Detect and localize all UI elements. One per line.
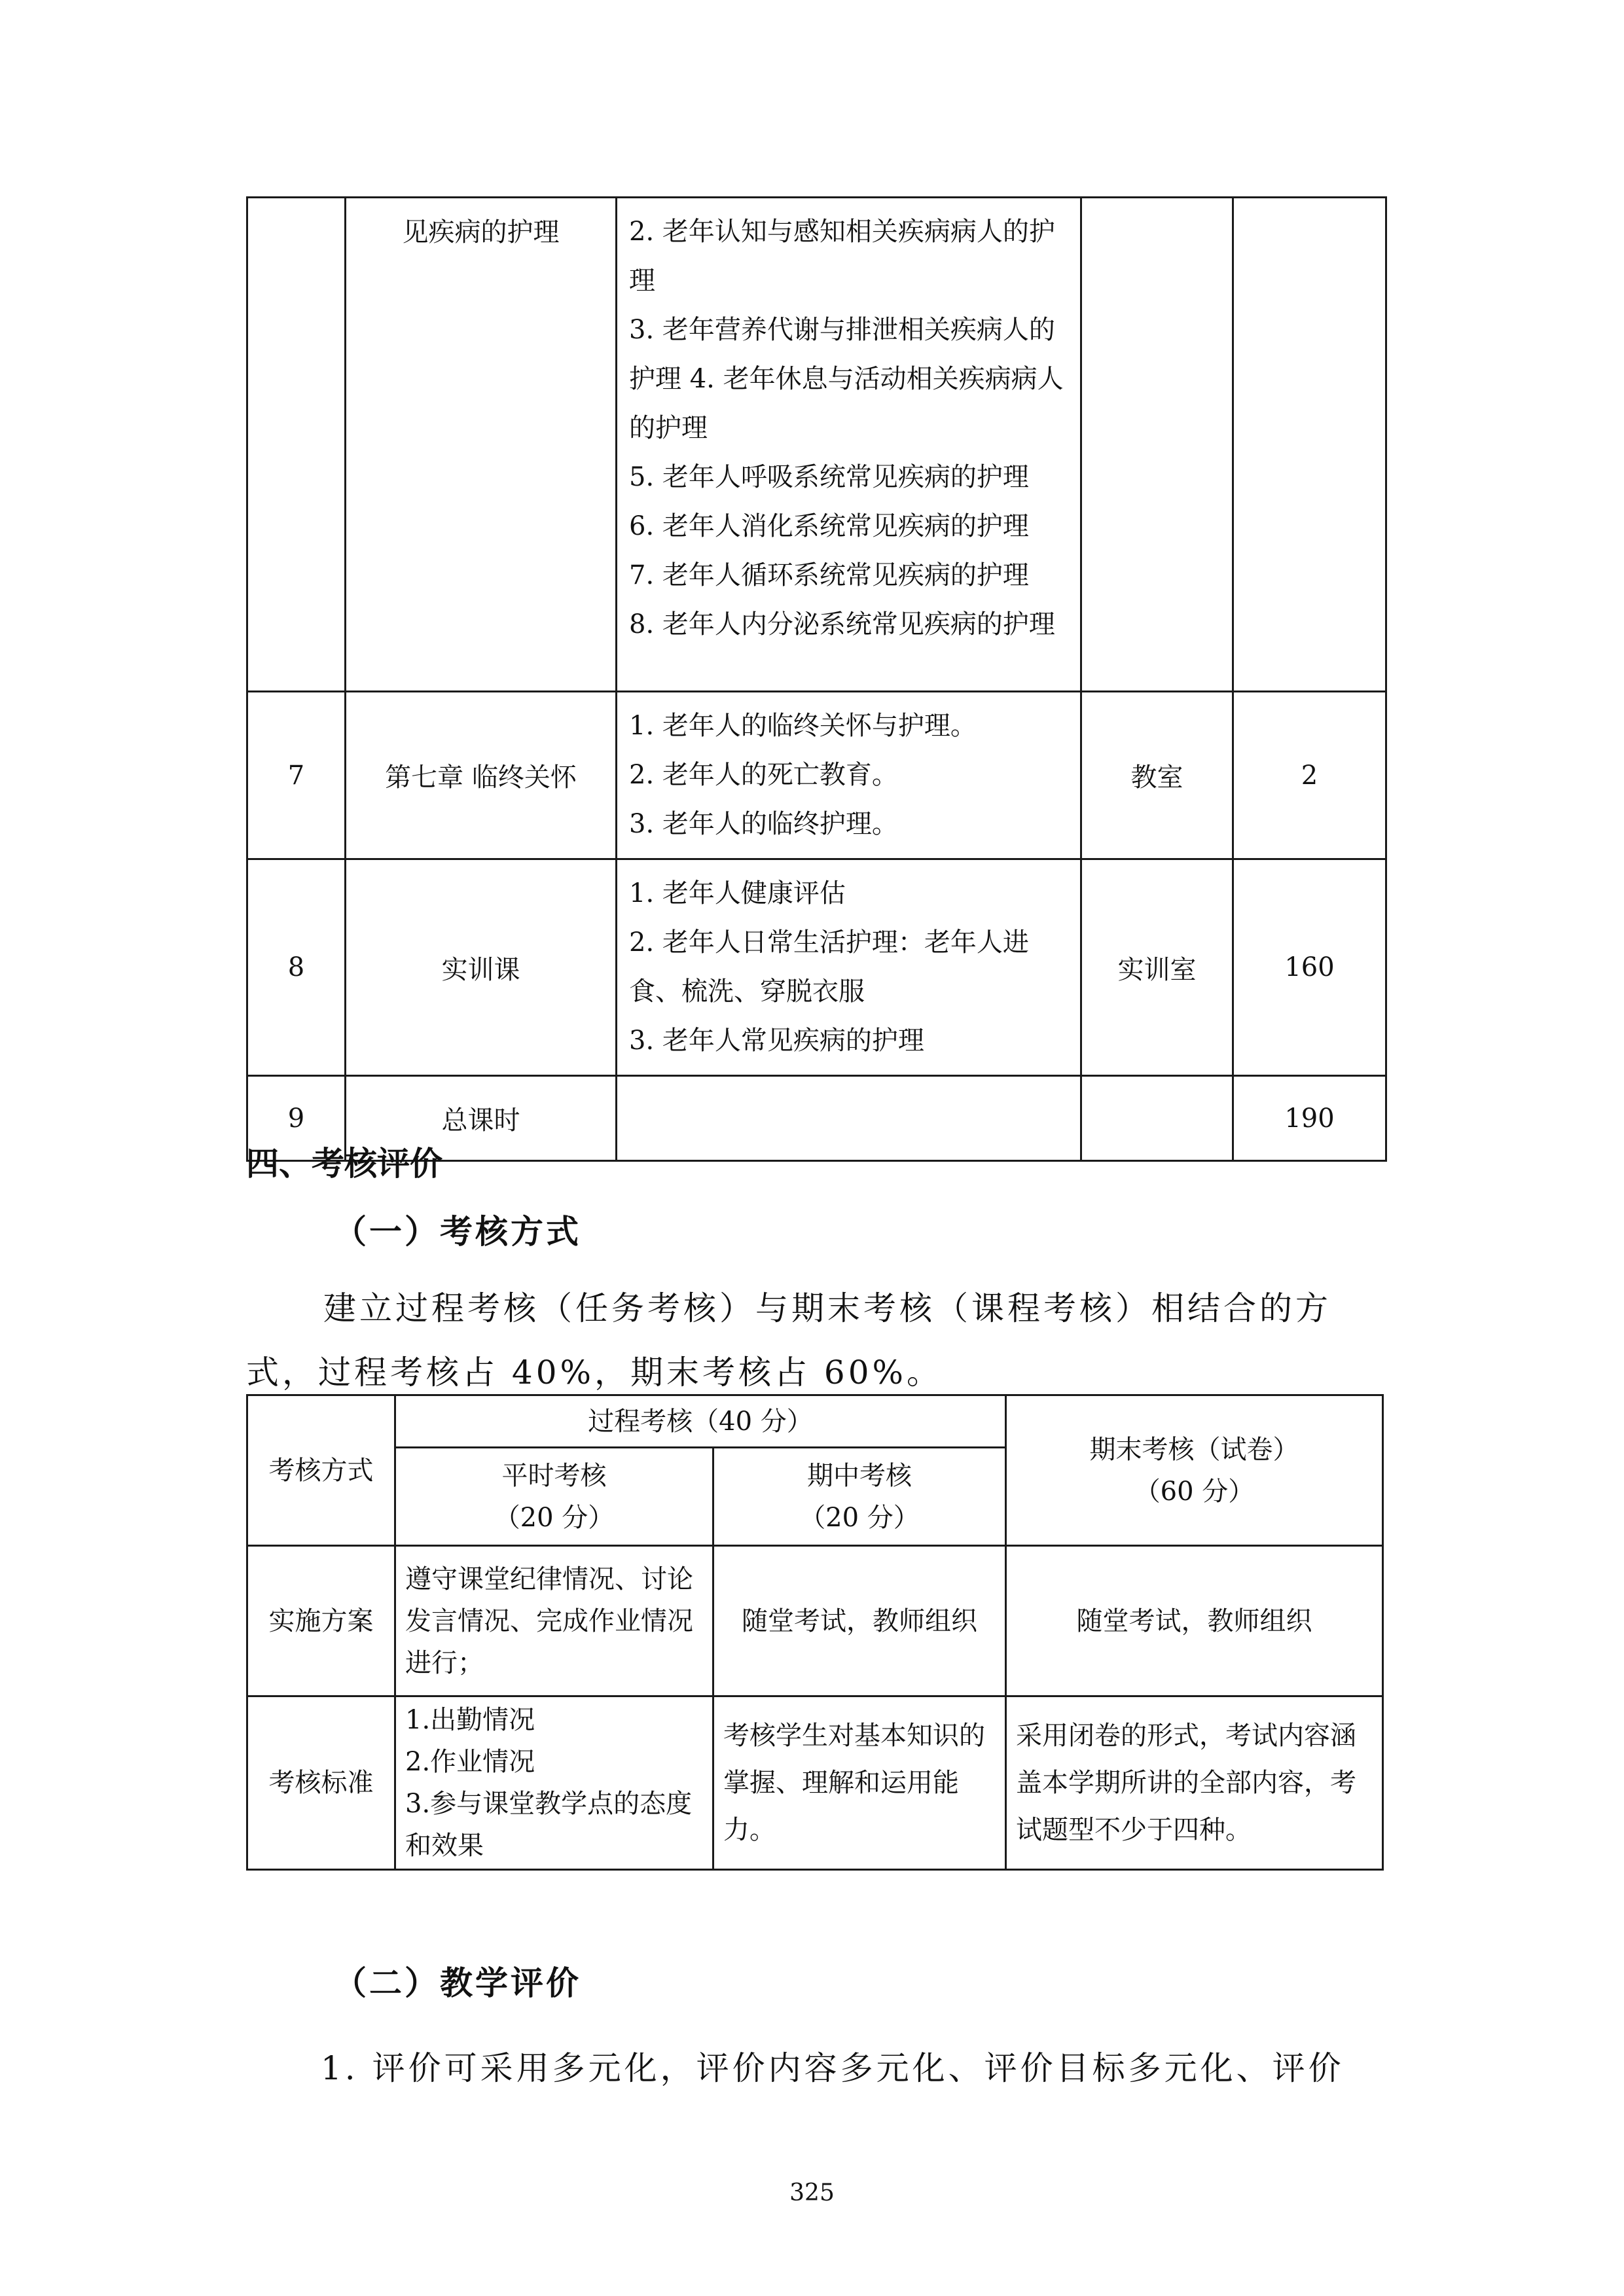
- chapter-name: 见疾病的护理: [346, 198, 617, 692]
- criteria-line: 2.作业情况: [405, 1747, 535, 1777]
- criteria-line: 3.参与课堂教学点的态度和效果: [405, 1789, 693, 1861]
- page-number: 325: [789, 2179, 835, 2206]
- content-line: 2. 老年认知与感知相关疾病病人的护理: [629, 217, 1055, 296]
- header-mid: [713, 1448, 1006, 1546]
- place-cell: 实训室: [1081, 859, 1233, 1076]
- daily-cell: 遵守课堂纪律情况、讨论发言情况、完成作业情况进行；: [395, 1546, 713, 1696]
- hours-cell: [1233, 198, 1386, 692]
- final-cell: 随堂考试，教师组织: [1006, 1546, 1383, 1696]
- row-number: 7: [247, 692, 346, 859]
- content-line: 3. 老年人的临终护理。: [629, 809, 898, 839]
- hours-cell: 2: [1233, 692, 1386, 859]
- content-line: 1. 老年人的临终关怀与护理。: [629, 711, 977, 741]
- schedule-table: [246, 196, 1387, 1162]
- table-row: [247, 1395, 1383, 1448]
- table-row: [247, 1696, 1383, 1870]
- section-heading: 四、考核评价: [246, 1145, 442, 1183]
- header-mid-title: 期中考核: [807, 1460, 912, 1491]
- hours-cell: 190: [1233, 1076, 1386, 1161]
- daily-cell: [395, 1696, 713, 1870]
- body-paragraph: 1. 评价可采用多元化，评价内容多元化、评价目标多元化、评价: [321, 2049, 1344, 2087]
- content-line: 8. 老年人内分泌系统常见疾病的护理: [629, 609, 1055, 639]
- header-daily-score: （20 分）: [494, 1502, 615, 1533]
- mid-cell: 随堂考试，教师组织: [713, 1546, 1006, 1696]
- header-final-score: （60 分）: [1134, 1476, 1255, 1507]
- content-line: 3. 老年营养代谢与排泄相关疾病人的护理 4. 老年休息与活动相关疾病病人的护理: [629, 315, 1064, 443]
- row-label: 实施方案: [247, 1546, 395, 1696]
- chapter-name: 总课时: [346, 1076, 617, 1161]
- body-paragraph: 建立过程考核（任务考核）与期末考核（课程考核）相结合的方式，过程考核占 40%，期末考核占 60%。: [246, 1289, 1331, 1391]
- chapter-name: 第七章 临终关怀: [346, 692, 617, 859]
- table-row: [247, 1546, 1383, 1696]
- content-line: 3. 老年人常见疾病的护理: [629, 1026, 924, 1056]
- table-row: [247, 198, 1386, 692]
- subsection-heading: （一）考核方式: [334, 1213, 581, 1251]
- row-number: [247, 198, 346, 692]
- mid-cell: 考核学生对基本知识的掌握、理解和运用能力。: [713, 1696, 1006, 1870]
- final-cell: 采用闭卷的形式，考试内容涵盖本学期所讲的全部内容，考试题型不少于四种。: [1006, 1696, 1383, 1870]
- row-label: 考核标准: [247, 1696, 395, 1870]
- chapter-content: [617, 859, 1081, 1076]
- subsection-heading: （二）教学评价: [334, 1964, 581, 2002]
- row-number: 8: [247, 859, 346, 1076]
- table-row: [247, 859, 1386, 1076]
- chapter-content: [617, 692, 1081, 859]
- hours-cell: 160: [1233, 859, 1386, 1076]
- content-line: 2. 老年人的死亡教育。: [629, 760, 898, 790]
- row-number: 9: [247, 1076, 346, 1161]
- chapter-name: 实训课: [346, 859, 617, 1076]
- header-process: 过程考核（40 分）: [395, 1395, 1006, 1448]
- header-method: 考核方式: [247, 1395, 395, 1546]
- assessment-table: [246, 1394, 1384, 1871]
- content-line: 5. 老年人呼吸系统常见疾病的护理: [629, 462, 1029, 492]
- place-cell: [1081, 1076, 1233, 1161]
- chapter-content: [617, 198, 1081, 692]
- header-final-title: 期末考核（试卷）: [1089, 1434, 1299, 1465]
- table-row: [247, 692, 1386, 859]
- place-cell: 教室: [1081, 692, 1233, 859]
- content-line: 6. 老年人消化系统常见疾病的护理: [629, 511, 1029, 541]
- header-mid-score: （20 分）: [799, 1502, 920, 1533]
- header-daily: [395, 1448, 713, 1546]
- place-cell: [1081, 198, 1233, 692]
- header-final: [1006, 1395, 1383, 1546]
- content-line: 1. 老年人健康评估: [629, 878, 846, 908]
- content-line: 2. 老年人日常生活护理：老年人进食、梳洗、穿脱衣服: [629, 927, 1029, 1007]
- header-daily-title: 平时考核: [501, 1460, 607, 1491]
- content-line: 7. 老年人循环系统常见疾病的护理: [629, 560, 1029, 590]
- criteria-line: 1.出勤情况: [405, 1705, 535, 1735]
- chapter-content: [617, 1076, 1081, 1161]
